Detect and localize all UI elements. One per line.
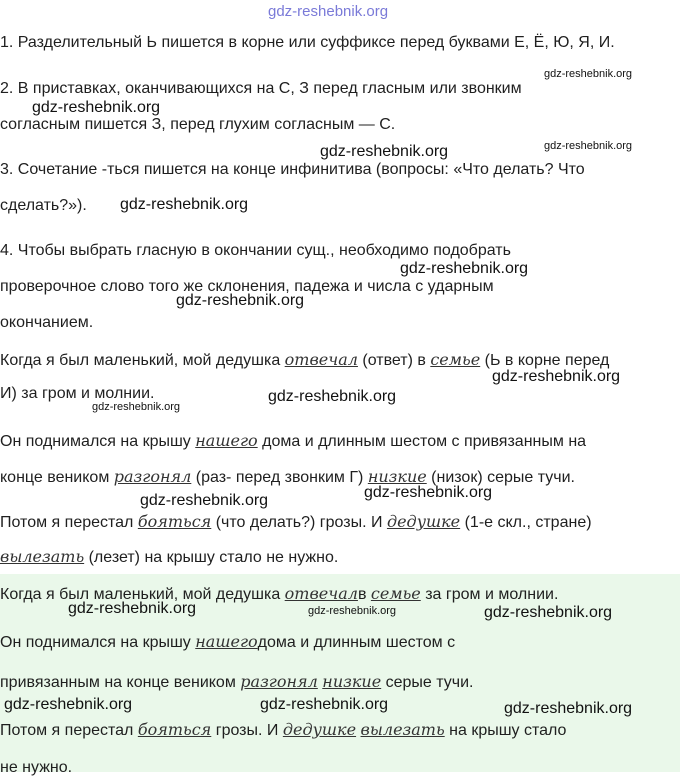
watermark: gdz-reshebnik.org [140,492,269,509]
site-header-watermark: gdz-reshebnik.org [268,3,389,20]
text-segment: (раз- перед звонким Г) [191,469,368,486]
handwritten-word: низкие [322,672,382,691]
text-segment: (1-е скл., стране) [460,514,592,531]
watermark: gdz-reshebnik.org [504,700,633,717]
watermark: gdz-reshebnik.org [68,600,197,617]
text-segment: в [357,586,371,603]
watermark: gdz-reshebnik.org [32,99,161,116]
handwritten-word: отвечал [284,350,358,369]
text-segment: серые тучи. [381,674,474,691]
handwritten-word: семье [370,584,421,603]
text-segment: дома и длинным шестом с привязанным на [257,433,587,450]
rule-4-line-3: окончанием. [0,314,94,331]
handwritten-word: семье [430,350,481,369]
text-segment: Потом я перестал [0,514,138,531]
watermark: gdz-reshebnik.org [120,196,249,213]
handwritten-word: низкие [367,467,427,486]
text-segment: (низок) серые тучи. [426,469,575,486]
text-segment: Потом я перестал [0,722,138,739]
text-segment: грозы. И [211,722,283,739]
text-segment: Когда я был маленький, мой дедушка [0,586,285,603]
watermark: gdz-reshebnik.org [320,143,449,160]
watermark: gdz-reshebnik.org [364,484,493,501]
text-segment: за гром и молнии. [420,586,559,603]
handwritten-word: отвечал [284,584,358,603]
text-segment: (что делать?) грозы. И [211,514,387,531]
analysis-line-3 [0,431,586,451]
handwritten-word: дедушке [282,720,357,739]
watermark: gdz-reshebnik.org [544,68,633,80]
handwritten-word: бояться [137,512,212,531]
text-segment: (Ь в корне перед [480,352,610,369]
handwritten-word: нашего [195,632,258,651]
rule-1: 1. Разделительный Ь пишется в корне или суффиксе перед буквами Е, Ё, Ю, Я, И. [0,34,615,51]
watermark: gdz-reshebnik.org [492,368,621,385]
text-segment: конце веником [0,469,114,486]
final-line-4 [0,720,566,740]
rule-2-line-2: согласным пишется З, перед глухим согласным — С. [0,116,396,133]
rule-4-line-2: проверочное слово того же склонения, падежа и числа с ударным [0,278,494,295]
handwritten-word: разгонял [113,467,192,486]
watermark: gdz-reshebnik.org [92,401,181,413]
rule-4-line-1: 4. Чтобы выбрать гласную в окончании сущ., необходимо подобрать [0,242,511,259]
text-segment: Он поднимался на крышу [0,634,196,651]
analysis-line-6 [0,547,338,567]
text-segment: (лезет) на крышу стало не нужно. [84,549,339,566]
rule-3-line-1: 3. Сочетание -ться пишется на конце инфинитива (вопросы: «Что делать? Что [0,161,585,178]
final-line-3 [0,672,474,692]
handwritten-word: бояться [137,720,212,739]
handwritten-word: нашего [195,431,258,450]
analysis-line-2: И) за гром и молнии. [0,385,155,402]
rule-3-line-2: сделать?»). [0,197,87,214]
handwritten-word: вылезать [360,720,445,739]
final-line-5: не нужно. [0,759,73,776]
text-segment: Когда я был маленький, мой дедушка [0,352,285,369]
text-segment: на крышу стало [444,722,567,739]
text-segment: дома и длинным шестом с [257,634,456,651]
analysis-line-1 [0,350,609,370]
text-segment: (ответ) в [357,352,431,369]
text-segment: привязанным на конце веником [0,674,241,691]
watermark: gdz-reshebnik.org [4,696,133,713]
watermark: gdz-reshebnik.org [484,604,613,621]
watermark: gdz-reshebnik.org [176,292,305,309]
final-line-2 [0,632,455,652]
watermark: gdz-reshebnik.org [308,605,397,617]
handwritten-word: дедушке [386,512,461,531]
watermark: gdz-reshebnik.org [400,260,529,277]
analysis-line-5 [0,512,592,532]
watermark: gdz-reshebnik.org [268,388,397,405]
handwritten-word: вылезать [0,547,85,566]
watermark: gdz-reshebnik.org [260,696,389,713]
text-segment: Он поднимался на крышу [0,433,196,450]
watermark: gdz-reshebnik.org [544,140,633,152]
rule-2-line-1: 2. В приставках, оканчивающихся на С, З перед гласным или звонким [0,80,522,97]
handwritten-word: разгонял [240,672,318,691]
